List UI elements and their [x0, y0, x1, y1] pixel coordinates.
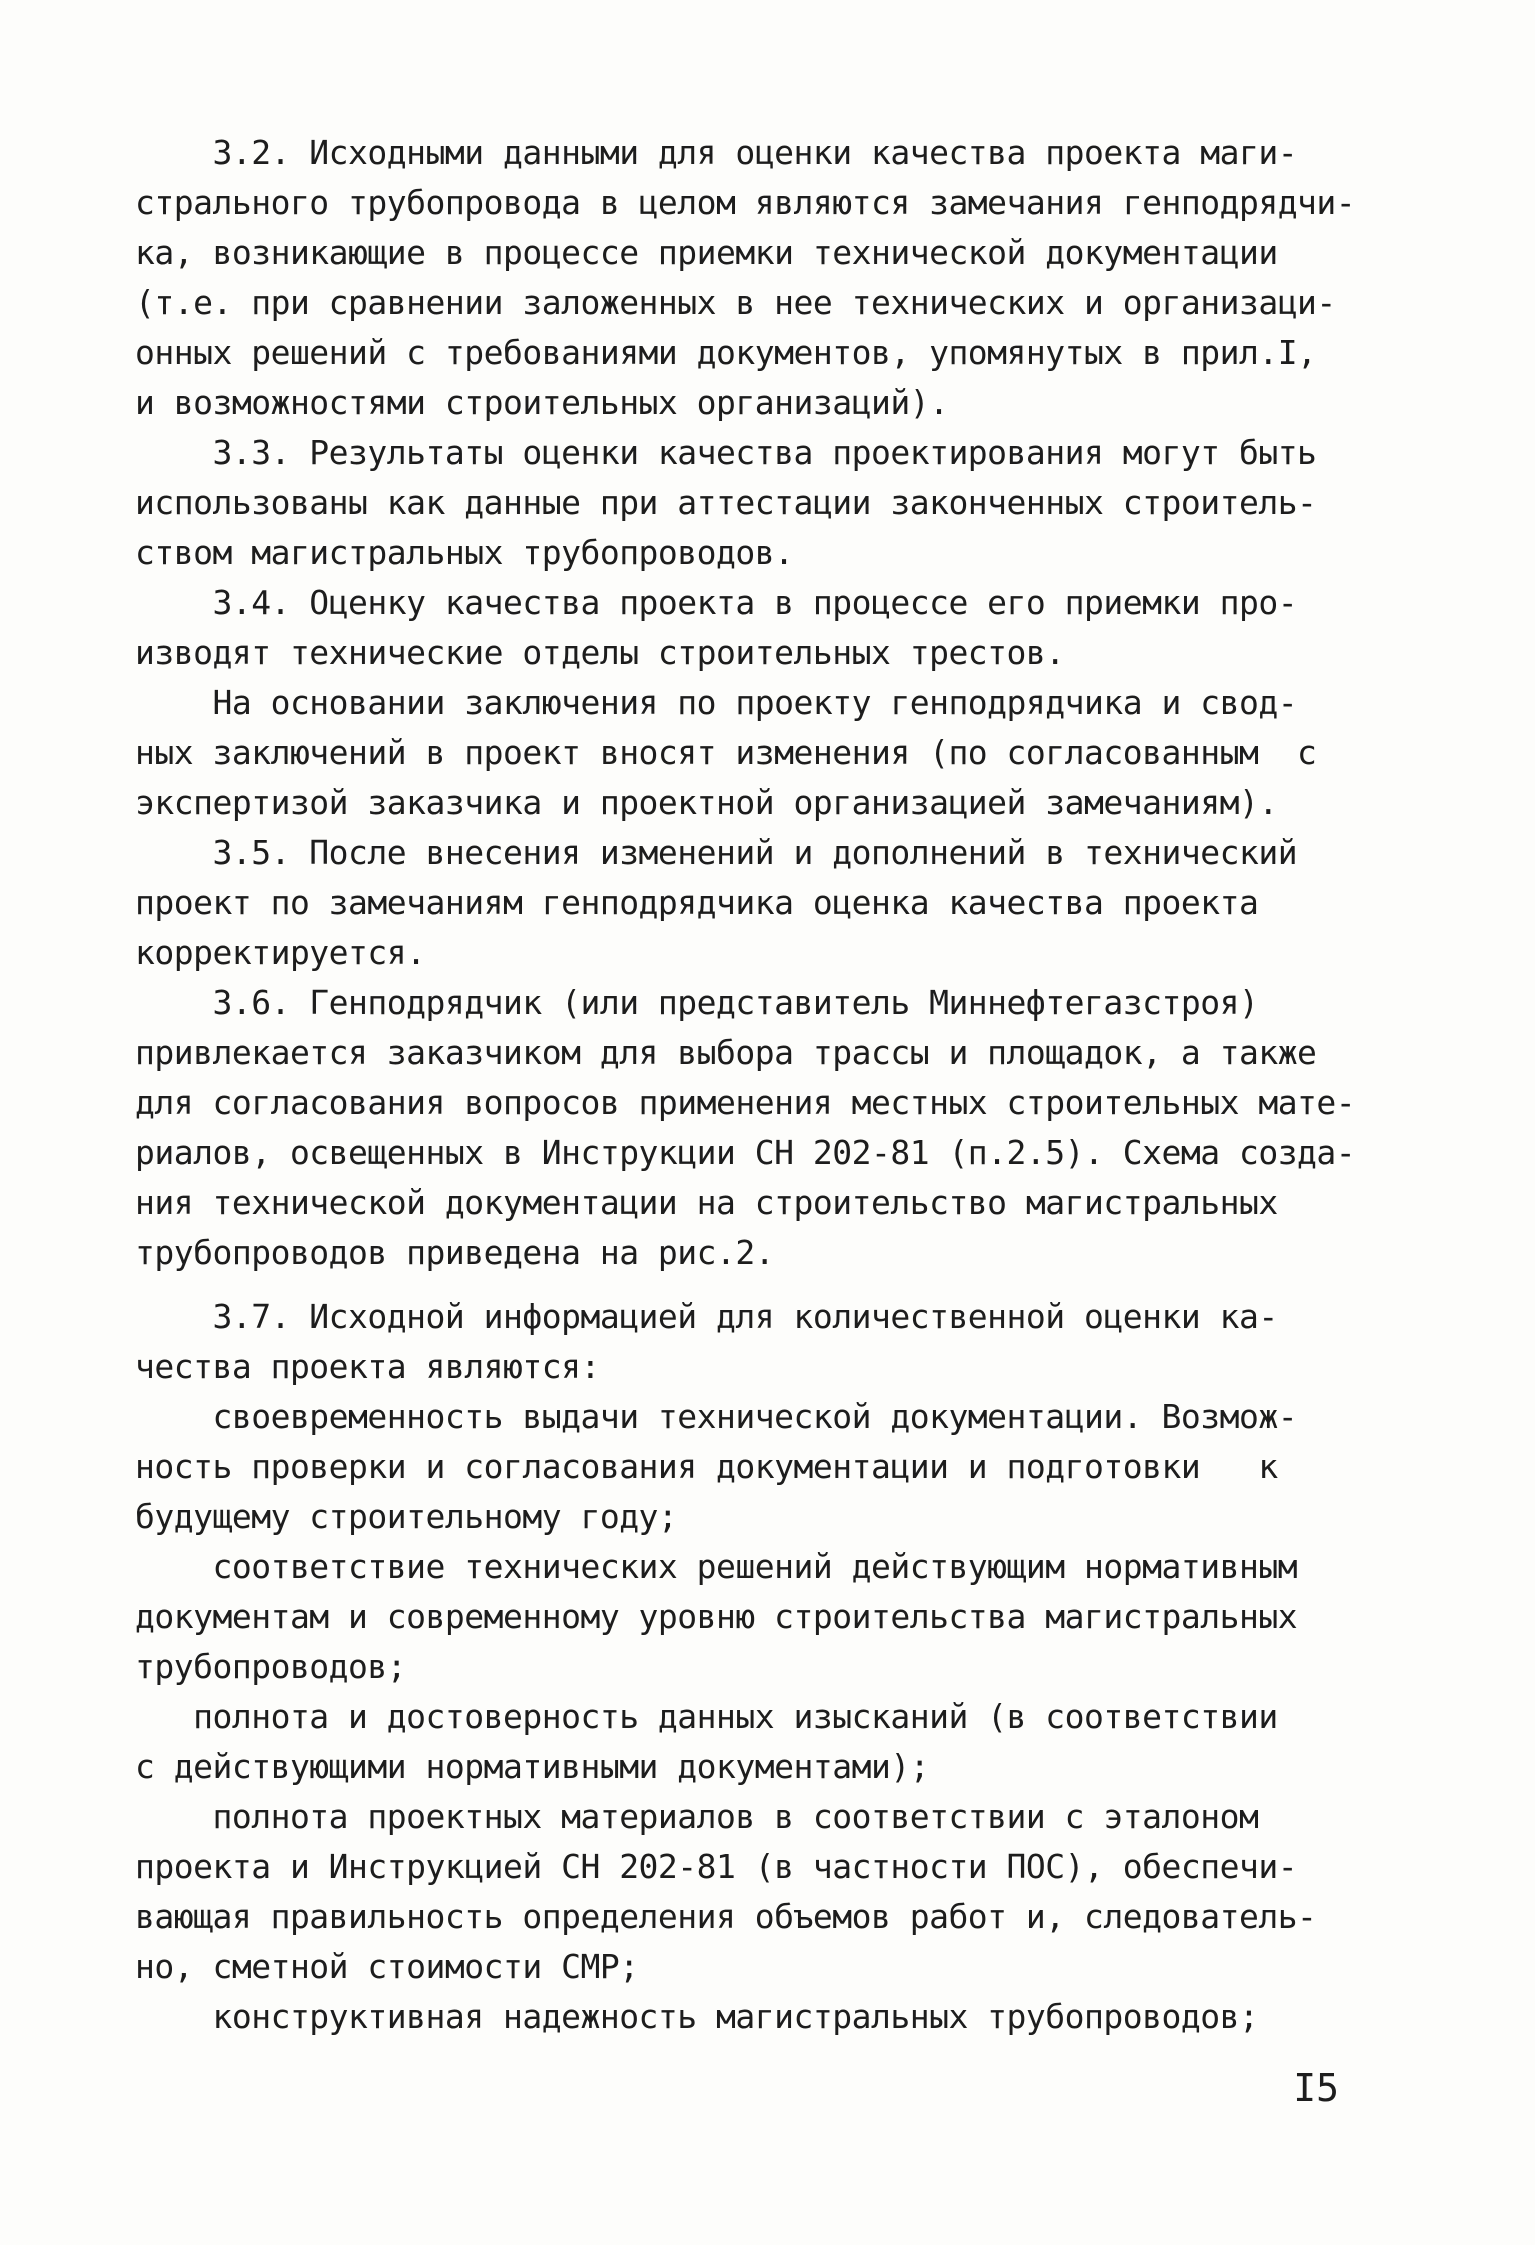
- text-line: будущему строительному году;: [135, 1497, 678, 1536]
- text-line: для согласования вопросов применения местных строительных мате-: [135, 1083, 1356, 1122]
- text-line: риалов, освещенных в Инструкции СН 202-81 (п.2.5). Схема созда-: [135, 1133, 1356, 1172]
- text-line: вающая правильность определения объемов работ и, следователь-: [135, 1897, 1317, 1936]
- text-line: 3.7. Исходной информацией для количественной оценки ка-: [135, 1297, 1278, 1336]
- text-line: стрального трубопровода в целом являются замечания генподрядчи-: [135, 183, 1356, 222]
- text-line: 3.4. Оценку качества проекта в процессе его приемки про-: [135, 583, 1298, 622]
- text-line: онных решений с требованиями документов, упомянутых в прил.I,: [135, 333, 1317, 372]
- text-line: полнота проектных материалов в соответствии с эталоном: [135, 1797, 1259, 1836]
- text-line: ных заключений в проект вносят изменения (по согласованным с: [135, 733, 1317, 772]
- text-line: проект по замечаниям генподрядчика оценка качества проекта: [135, 883, 1259, 922]
- text-line: документам и современному уровню строительства магистральных: [135, 1597, 1298, 1636]
- text-line: ством магистральных трубопроводов.: [135, 533, 794, 572]
- text-line: ка, возникающие в процессе приемки технической документации: [135, 233, 1278, 272]
- text-line: и возможностями строительных организаций).: [135, 383, 949, 422]
- text-line: проекта и Инструкцией СН 202-81 (в частности ПОС), обеспечи-: [135, 1847, 1298, 1886]
- text-line: конструктивная надежность магистральных трубопроводов;: [135, 1997, 1259, 2036]
- text-line: изводят технические отделы строительных трестов.: [135, 633, 1065, 672]
- text-line: но, сметной стоимости СМР;: [135, 1947, 639, 1986]
- text-line: (т.е. при сравнении заложенных в нее технических и организаци-: [135, 283, 1336, 322]
- text-line: экспертизой заказчика и проектной организацией замечаниям).: [135, 783, 1278, 822]
- text-line: трубопроводов;: [135, 1647, 407, 1686]
- text-line: трубопроводов приведена на рис.2.: [135, 1233, 775, 1272]
- text-line: соответствие технических решений действующим нормативным: [135, 1547, 1298, 1586]
- text-line: с действующими нормативными документами);: [135, 1747, 930, 1786]
- text-line: своевременность выдачи технической документации. Возмож-: [135, 1397, 1298, 1436]
- text-line: использованы как данные при аттестации законченных строитель-: [135, 483, 1317, 522]
- text-line: корректируется.: [135, 933, 426, 972]
- text-line: полнота и достоверность данных изысканий (в соответствии: [135, 1697, 1278, 1736]
- text-line: привлекается заказчиком для выбора трассы и площадок, а также: [135, 1033, 1317, 1072]
- text-line: чества проекта являются:: [135, 1347, 600, 1386]
- text-line: 3.3. Результаты оценки качества проектирования могут быть: [135, 433, 1317, 472]
- body-text: [135, 128, 1405, 2042]
- text-line: 3.5. После внесения изменений и дополнений в технический: [135, 833, 1298, 872]
- text-line: На основании заключения по проекту генподрядчика и свод-: [135, 683, 1298, 722]
- text-line: 3.6. Генподрядчик (или представитель Миннефтегазстроя): [135, 983, 1259, 1022]
- page-number: I5: [1293, 2066, 1339, 2110]
- text-line: ния технической документации на строительство магистральных: [135, 1183, 1278, 1222]
- paragraph-gap: [135, 1278, 1405, 1292]
- text-line: 3.2. Исходными данными для оценки качества проекта маги-: [135, 133, 1298, 172]
- text-line: ность проверки и согласования документации и подготовки к: [135, 1447, 1278, 1486]
